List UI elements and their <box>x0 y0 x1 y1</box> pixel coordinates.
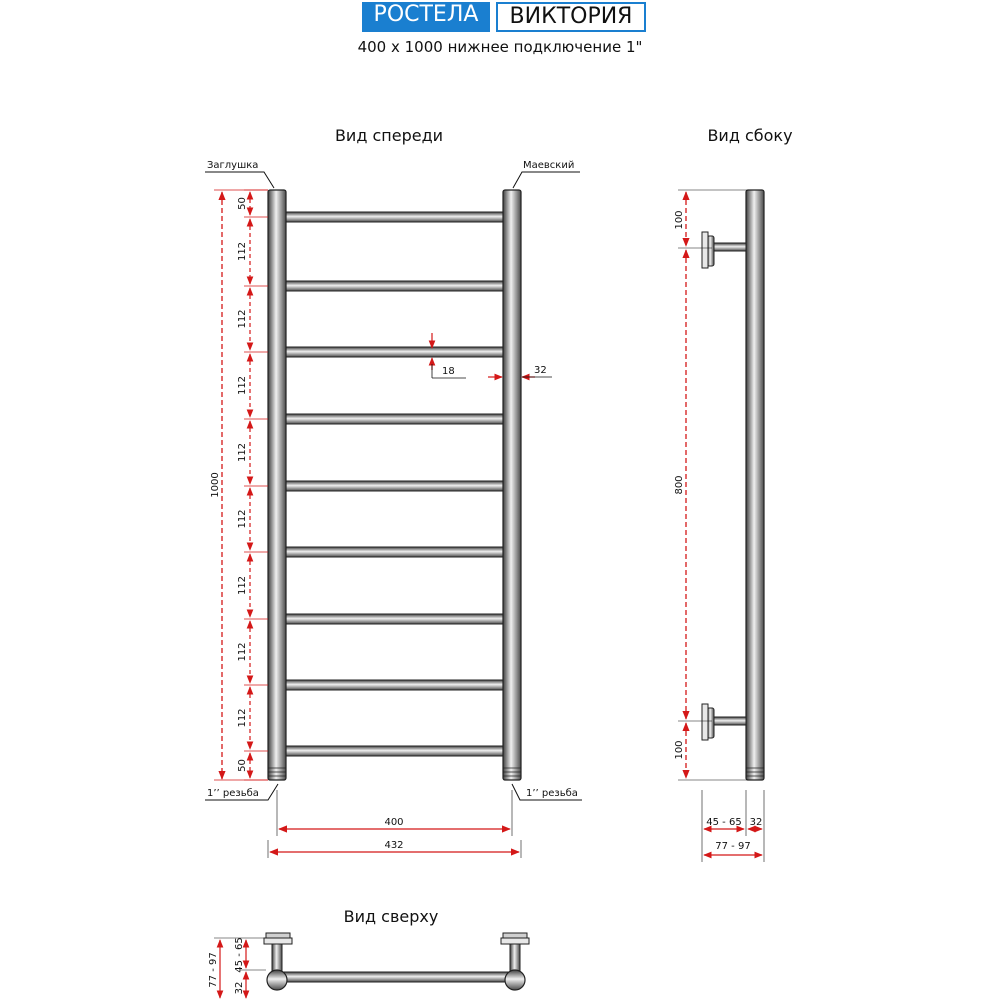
spacing-dimensions <box>237 190 268 780</box>
spacing-value: 112 <box>237 442 248 463</box>
side-view-title: Вид сбоку <box>707 126 793 145</box>
rung <box>280 212 510 222</box>
side-vertical-dimensions <box>674 190 748 780</box>
side-offset-value: 45 - 65 <box>706 817 742 828</box>
side-bottom-bracket <box>702 704 746 740</box>
side-riser-value: 32 <box>749 817 763 828</box>
spacing-value: 50 <box>237 759 248 772</box>
rung <box>280 281 510 291</box>
rung-diameter-value: 18 <box>442 366 455 377</box>
side-middle-value: 800 <box>674 475 685 495</box>
spacing-value: 112 <box>237 375 248 396</box>
rung <box>280 547 510 557</box>
spacing-value: 112 <box>237 309 248 329</box>
side-top-bracket <box>702 232 746 268</box>
spacing-value: 112 <box>237 708 248 728</box>
product-subtitle: 400 x 1000 нижнее подключение 1" <box>357 38 643 56</box>
rung <box>280 414 510 424</box>
mayevsky-label: Маевский <box>523 160 575 171</box>
top-view-dimensions <box>208 937 266 998</box>
right-riser <box>503 190 521 780</box>
brand-logo: РОСТЕЛА <box>362 2 490 32</box>
spacing-value: 112 <box>237 642 248 662</box>
spacing-value: 112 <box>237 241 248 262</box>
plug-callout <box>205 160 274 188</box>
left-thread-callout <box>205 784 278 800</box>
top-rung <box>278 972 514 982</box>
rung <box>280 481 510 491</box>
top-riser-value: 32 <box>234 981 245 995</box>
rung <box>280 680 510 690</box>
overall-width-dimension <box>268 840 521 858</box>
side-top-value: 100 <box>674 210 685 230</box>
overall-width-value: 432 <box>384 840 404 851</box>
left-riser <box>268 190 286 780</box>
side-view <box>674 190 764 862</box>
center-distance-dimension <box>277 790 512 836</box>
rung <box>280 614 510 624</box>
rung-group <box>280 212 510 756</box>
front-view-title: Вид спереди <box>334 126 444 145</box>
rung <box>280 746 510 756</box>
side-riser <box>746 190 764 780</box>
rung <box>280 347 510 357</box>
center-distance-value: 400 <box>384 817 404 828</box>
side-bottom-value: 100 <box>674 740 685 760</box>
spacing-value: 112 <box>237 575 248 596</box>
total-height-dimension <box>210 190 268 780</box>
top-view-title: Вид сверху <box>343 907 439 926</box>
mayevsky-callout <box>513 160 580 188</box>
model-name: ВИКТОРИЯ <box>496 2 646 32</box>
plug-label: Заглушка <box>207 160 259 171</box>
spacing-value: 50 <box>237 197 248 210</box>
front-view <box>205 160 582 858</box>
side-horizontal-dimensions <box>702 790 764 862</box>
total-height-value: 1000 <box>210 472 221 498</box>
right-thread-label: 1’’ резьба <box>526 788 578 799</box>
top-view <box>208 933 529 998</box>
top-offset-value: 45 - 65 <box>234 937 245 973</box>
right-thread-callout <box>512 784 582 800</box>
top-right-bracket <box>501 933 529 990</box>
side-depth-value: 77 - 97 <box>715 841 751 852</box>
top-depth-value: 77 - 97 <box>208 952 219 988</box>
left-thread-label: 1’’ резьба <box>207 788 259 799</box>
spacing-value: 112 <box>237 509 248 529</box>
riser-diameter-value: 32 <box>534 365 547 376</box>
